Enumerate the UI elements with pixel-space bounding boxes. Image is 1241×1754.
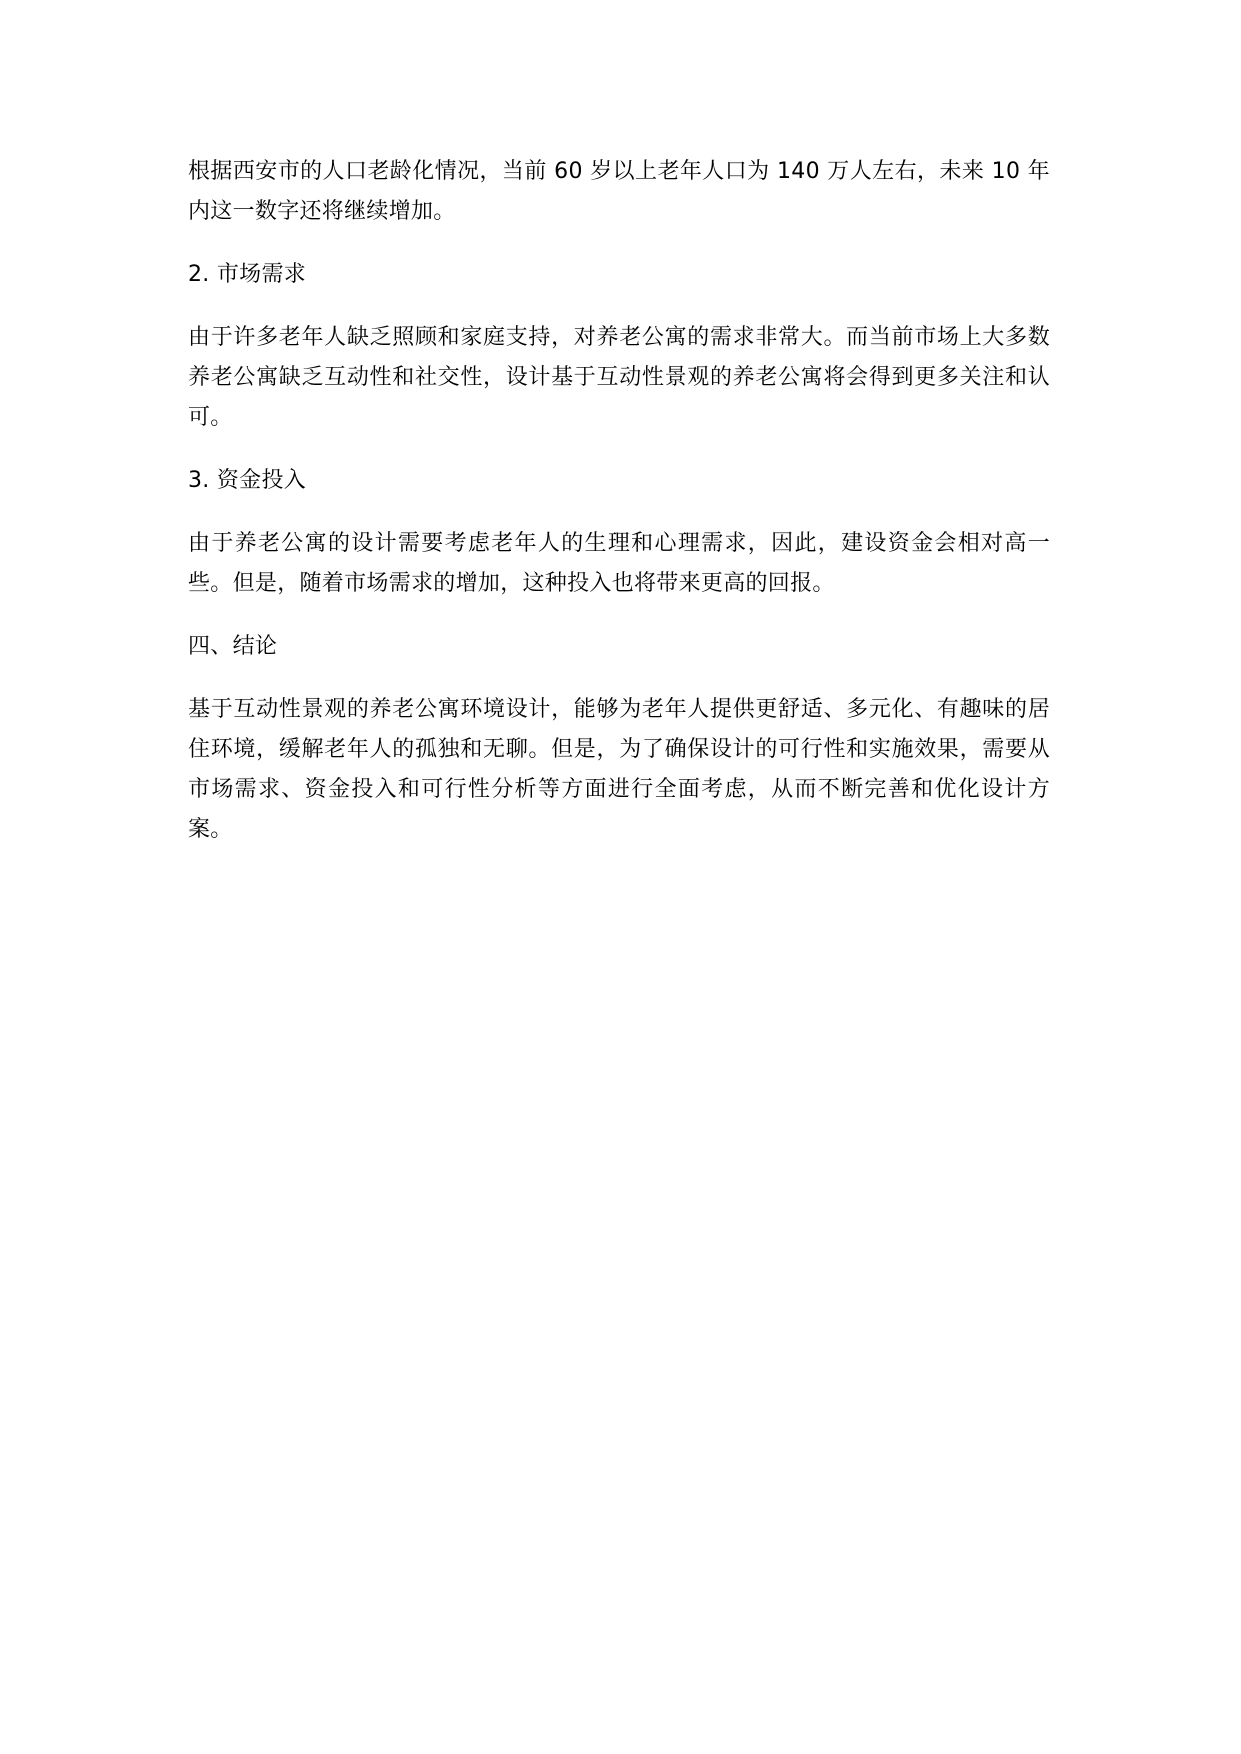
section-heading-funding: 3. 资金投入 [188, 468, 307, 493]
paragraph-population-aging: 根据西安市的人口老龄化情况，当前 60 岁以上老年人口为 140 万人左右，未来 10 年内这一数字还将继续增加。 [188, 159, 1050, 224]
paragraph-conclusion: 基于互动性景观的养老公寓环境设计，能够为老年人提供更舒适、多元化、有趣味的居住环境，缓解老年人的孤独和无聊。但是，为了确保设计的可行性和实施效果，需要从市场需求、资金投入和可行性分析等方面进行全面考虑，从而不断完善和优化设计方案。 [188, 697, 1050, 842]
section-heading-market-demand: 2. 市场需求 [188, 262, 307, 287]
paragraph-market-demand: 由于许多老年人缺乏照顾和家庭支持，对养老公寓的需求非常大。而当前市场上大多数养老公寓缺乏互动性和社交性，设计基于互动性景观的养老公寓将会得到更多关注和认可。 [188, 325, 1050, 430]
section-heading-conclusion: 四、结论 [188, 634, 278, 659]
document-body [188, 152, 1050, 873]
paragraph-funding: 由于养老公寓的设计需要考虑老年人的生理和心理需求，因此，建设资金会相对高一些。但是，随着市场需求的增加，这种投入也将带来更高的回报。 [188, 531, 1050, 596]
